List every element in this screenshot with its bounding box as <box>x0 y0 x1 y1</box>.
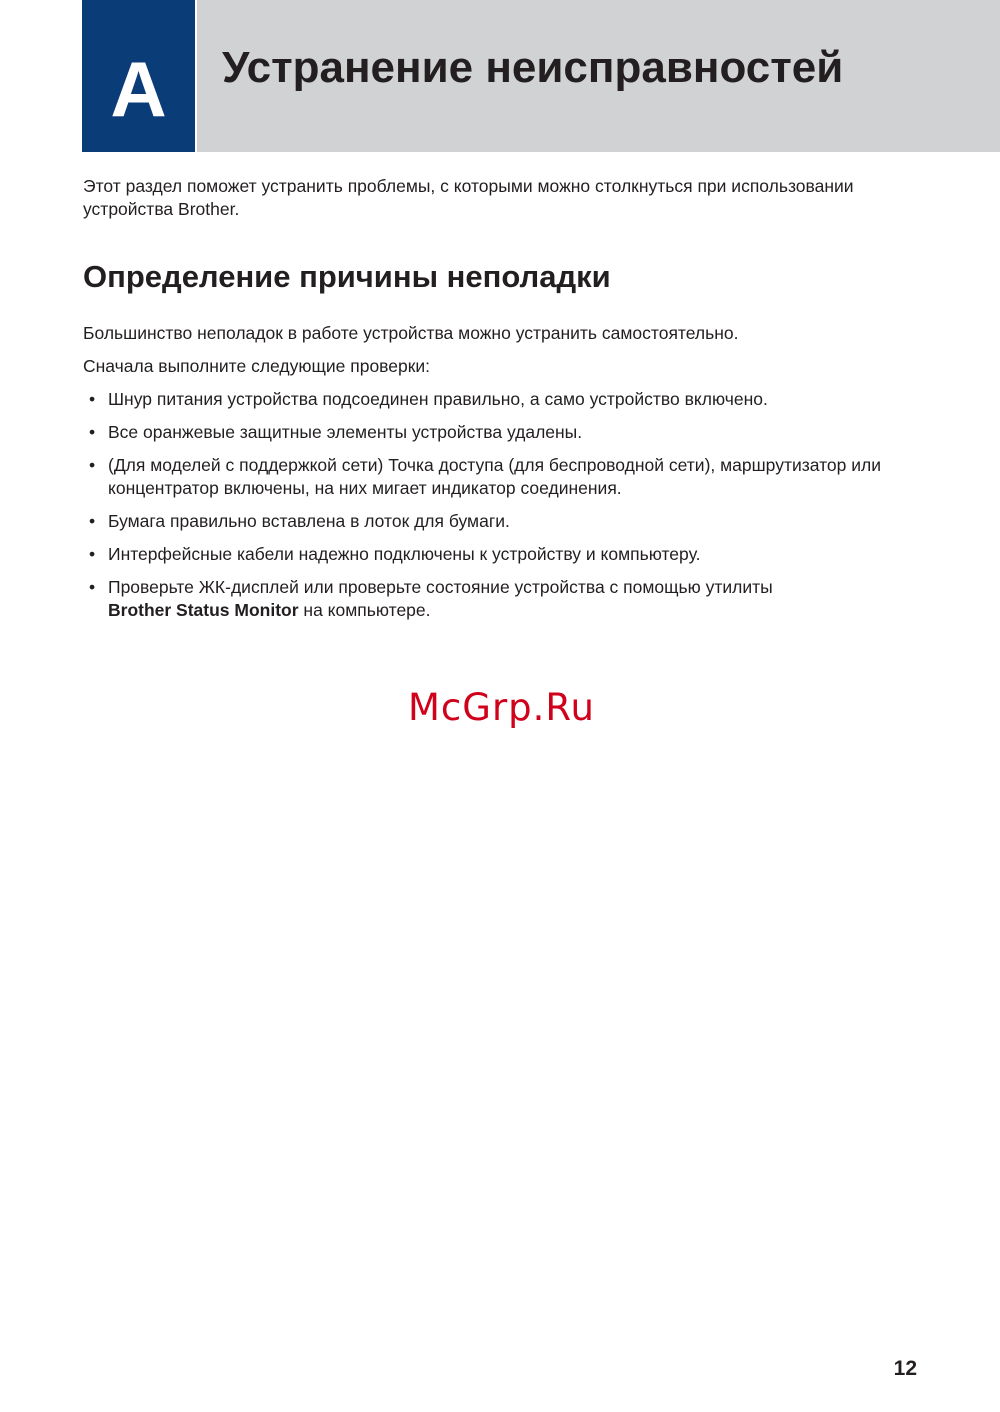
checklist-item <box>83 576 903 622</box>
checklist-item-text: Бумага правильно вставлена в лоток для бумаги. <box>108 511 510 531</box>
section-title: Определение причины неполадки <box>83 259 611 294</box>
section-paragraph-1: Большинство неполадок в работе устройства можно устранить самостоятельно. <box>83 323 739 343</box>
bullet-icon: • <box>89 389 96 409</box>
page-number: 12 <box>893 1357 917 1380</box>
bullet-icon: • <box>89 544 96 564</box>
bullet-icon: • <box>89 455 96 475</box>
checklist-item-text: Все оранжевые защитные элементы устройства удалены. <box>108 422 583 442</box>
bullet-icon: • <box>89 422 96 442</box>
checklist-item <box>83 421 903 444</box>
intro-paragraph: Этот раздел поможет устранить проблемы, с которыми можно столкнуться при использовании устройства Brother. <box>83 176 854 219</box>
checklist-item-text: (Для моделей с поддержкой сети) Точка доступа (для беспроводной сети), маршрутизатор или концентратор включены, на них мигает индикатор соединения. <box>108 455 882 498</box>
bullet-icon: • <box>89 511 96 531</box>
checklist <box>83 388 903 632</box>
checklist-item <box>83 543 903 566</box>
checklist-item-text: Интерфейсные кабели надежно подключены к устройству и компьютеру. <box>108 544 701 564</box>
checklist-item <box>83 454 903 500</box>
checklist-item-text: Шнур питания устройства подсоединен правильно, а само устройство включено. <box>108 389 768 409</box>
chapter-letter: A <box>110 45 167 133</box>
bullet-icon: • <box>89 577 96 597</box>
chapter-letter-box <box>82 0 195 152</box>
checklist-item-text-after: на компьютере. <box>298 600 431 620</box>
status-monitor-name: Brother Status Monitor <box>108 600 299 620</box>
section-paragraph-2: Сначала выполните следующие проверки: <box>83 356 431 376</box>
checklist-item <box>83 388 903 411</box>
checklist-item <box>83 510 903 533</box>
watermark: McGrp.Ru <box>408 686 595 729</box>
chapter-title: Устранение неисправностей <box>222 43 844 92</box>
checklist-item-text-before: Проверьте ЖК-дисплей или проверьте состояние устройства с помощью утилиты <box>108 577 773 597</box>
